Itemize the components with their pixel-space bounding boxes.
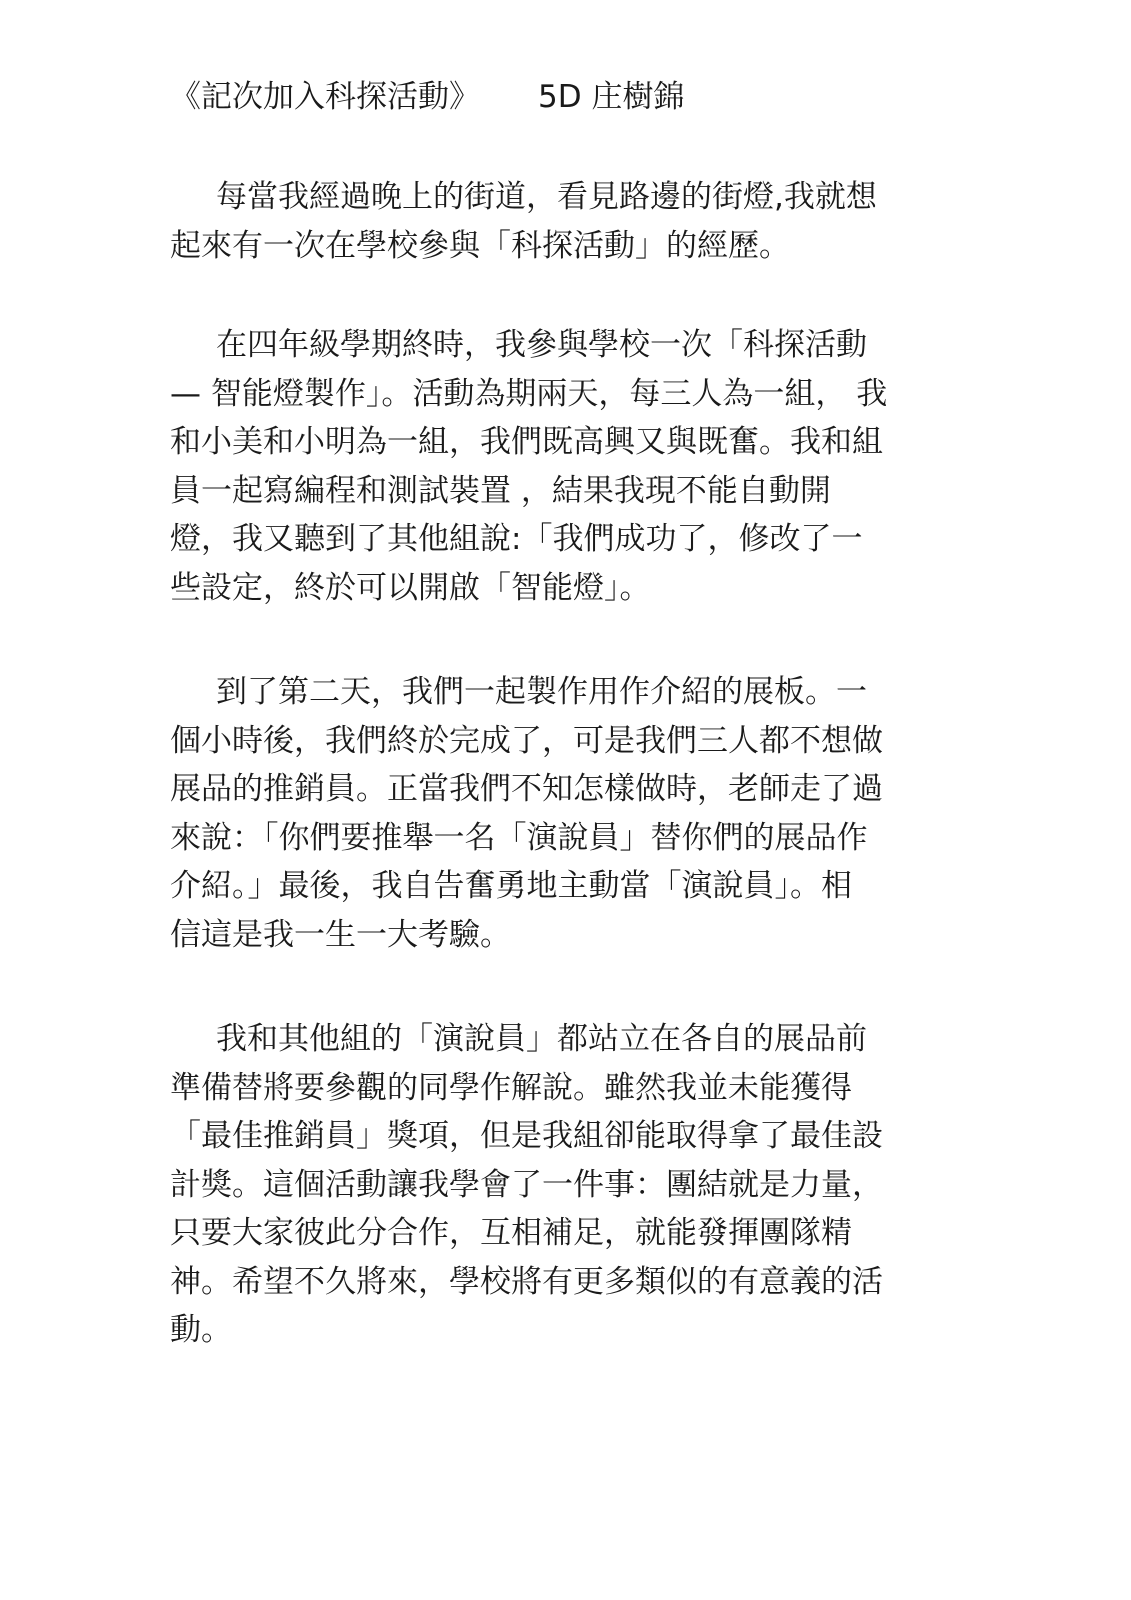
paragraph-line: 個小時後，我們終於完成了，可是我們三人都不想做: [170, 722, 883, 759]
paragraph-line: 我和其他組的「演說員」都站立在各自的展品前: [216, 1021, 867, 1057]
paragraph-line: 「最佳推銷員」獎項，但是我組卻能取得拿了最佳設: [170, 1118, 883, 1154]
title-row: [170, 72, 684, 122]
paragraph-line: 信這是我一生一大考驗。: [170, 916, 511, 953]
paragraph-line: 計獎。這個活動讓我學會了一件事：團結就是力量，: [170, 1166, 883, 1203]
paragraph-line: 起來有一次在學校參與「科探活動」的經歷。: [170, 227, 790, 264]
author-name: 5D 庄樹錦: [538, 79, 685, 115]
paragraph-line: 燈，我又聽到了其他組說:「我們成功了，修改了一: [170, 521, 863, 557]
paragraph-line: — 智能燈製作」。活動為期兩天，每三人為一組， 我: [170, 375, 888, 412]
paragraph-line: 些設定，終於可以開啟「智能燈」。: [170, 569, 651, 606]
paragraph-line: 員一起寫編程和測試裝置 ，結果我現不能自動開: [170, 472, 831, 509]
paragraph-2: [170, 321, 970, 612]
paragraph-1: [170, 173, 970, 270]
paragraph-line: 介紹。」最後，我自告奮勇地主動當「演說員」。相: [170, 868, 852, 904]
paragraph-3: [170, 668, 970, 959]
paragraph-line: 來說：「你們要推舉一名「演說員」替你們的展品作: [170, 819, 868, 856]
paragraph-line: 動。: [170, 1312, 232, 1348]
essay-title: 《記次加入科探活動》: [170, 79, 480, 115]
paragraph-line: 和小美和小明為一組，我們既高興又與既奮。我和組: [170, 424, 883, 460]
paragraph-line: 每當我經過晚上的街道，看見路邊的街燈,我就想: [216, 179, 877, 215]
paragraph-line: 展品的推銷員。正當我們不知怎樣做時，老師走了過: [170, 771, 883, 807]
paragraph-line: 到了第二天，我們一起製作用作介紹的展板。一: [216, 674, 867, 710]
paragraph-line: 神。希望不久將來，學校將有更多類似的有意義的活: [170, 1263, 883, 1300]
paragraph-4: [170, 1015, 970, 1355]
paragraph-line: 只要大家彼此分合作，互相補足，就能發揮團隊精: [170, 1215, 852, 1251]
paragraph-line: 準備替將要參觀的同學作解說。雖然我並未能獲得: [170, 1069, 852, 1106]
paragraph-line: 在四年級學期終時，我參與學校一次「科探活動: [216, 327, 867, 363]
